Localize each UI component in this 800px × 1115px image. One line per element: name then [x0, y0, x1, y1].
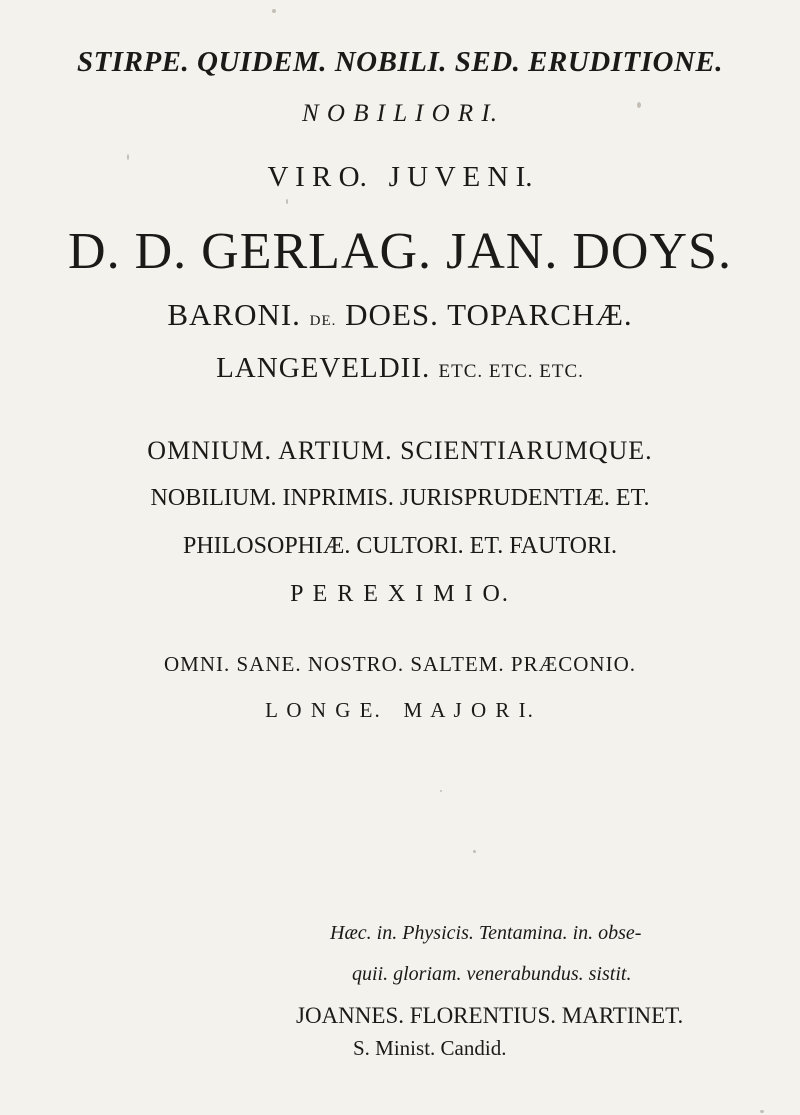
honoree-title-line-1: [0, 297, 800, 333]
paper-speck: [127, 154, 129, 160]
title-baroni: BARONI.: [167, 297, 301, 332]
praise-line-1: OMNIUM. ARTIUM. SCIENTIARUMQUE.: [147, 436, 653, 465]
paper-speck: [272, 9, 276, 13]
honoree-title-line-2: [0, 352, 800, 385]
praise-line-3: PHILOSOPHIÆ. CULTORI. ET. FAUTORI.: [182, 533, 618, 559]
closing-line-2: L O N G E. M A J O R I.: [265, 698, 535, 722]
signature-italic-1: Hæc. in. Physicis. Tentamina. in. obse-: [330, 922, 642, 944]
signature-role: S. Minist. Candid.: [353, 1036, 507, 1060]
closing-line-1: OMNI. SANE. NOSTRO. SALTEM. PRÆCONIO.: [163, 652, 637, 676]
signature-author: JOANNES. FLORENTIUS. MARTINET.: [296, 1003, 684, 1028]
paper-speck: [473, 850, 476, 853]
paper-speck: [440, 790, 442, 792]
dedication-line-1: STIRPE. QUIDEM. NOBILI. SED. ERUDITIONE.: [76, 46, 724, 78]
dedication-line-3: V I R O. J U V E N I.: [267, 161, 533, 193]
title-etc: ETC. ETC. ETC.: [438, 361, 584, 382]
paper-speck: [637, 102, 641, 108]
praise-line-2: NOBILIUM. INPRIMIS. JURISPRUDENTIÆ. ET.: [150, 485, 650, 511]
title-de: DE.: [309, 313, 337, 329]
title-rest: DOES. TOPARCHÆ.: [345, 297, 633, 332]
title-langeveldii: LANGEVELDII.: [216, 352, 431, 384]
praise-line-4: P E R E X I M I O.: [290, 581, 510, 607]
paper-speck: [760, 1110, 764, 1113]
honoree-name: D. D. GERLAG. JAN. DOYS.: [68, 223, 732, 280]
dedication-line-2: N O B I L I O R I.: [301, 100, 498, 127]
paper-speck: [286, 199, 288, 204]
signature-italic-2: quii. gloriam. venerabundus. sistit.: [352, 963, 632, 985]
